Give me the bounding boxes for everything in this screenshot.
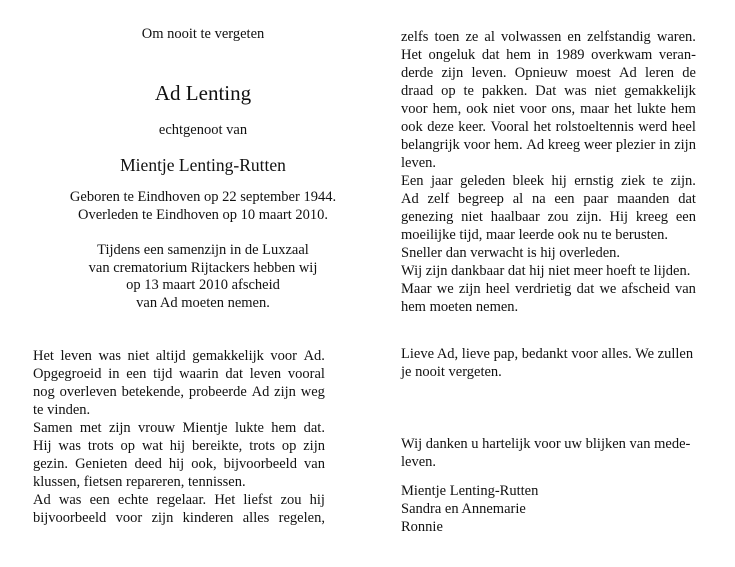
birth-line: Geboren te Eindhoven op 22 september 1944. (69, 189, 337, 205)
spouse-name (40, 154, 366, 176)
word: Ad (619, 65, 637, 81)
death-line: Overleden te Eindhoven op 10 maart 2010. (77, 206, 329, 223)
life-dates (40, 189, 366, 224)
word: ook, (191, 456, 217, 472)
word: zijn (303, 438, 325, 454)
intro-heading (40, 25, 366, 43)
word: al (484, 29, 495, 45)
deceased-name (40, 80, 366, 106)
word: kinderen (182, 510, 234, 526)
text-line (401, 64, 696, 82)
word: voor (115, 510, 143, 526)
word: op (120, 438, 136, 454)
word: te (652, 173, 664, 189)
word: Ad (401, 191, 419, 207)
text-line (33, 491, 325, 509)
word: zijn (441, 65, 464, 81)
word: hij (169, 438, 186, 454)
word: genezing (401, 209, 454, 225)
spouse-label-text: echtgenoot van (158, 122, 248, 138)
word: van (675, 281, 696, 297)
word: jaar (430, 173, 453, 189)
signer-name: Ronnie (401, 519, 443, 535)
word: kreeg (635, 209, 669, 225)
text-line (401, 208, 696, 226)
ceremony-line: Tijdens een samenzijn in de Luxzaal (97, 242, 309, 258)
word: voor (401, 101, 428, 117)
word: zijn (108, 420, 131, 436)
word: Hij (33, 438, 52, 454)
word: Opnieuw (514, 65, 568, 81)
word: was (98, 348, 121, 364)
word: Dat (535, 83, 557, 99)
word: was (58, 438, 81, 454)
word: heel (671, 119, 696, 135)
word: hem (271, 420, 297, 436)
word: probeerde (188, 384, 247, 400)
word: de (682, 65, 696, 81)
word: regelen, (278, 510, 325, 526)
word: deze (427, 119, 454, 135)
text-line (33, 455, 325, 473)
word: paar (583, 191, 609, 207)
text-line: te vinden. (33, 402, 91, 418)
word: zelf (427, 191, 450, 207)
word: bijvoorbeeld (33, 510, 107, 526)
word: niet (461, 209, 483, 225)
word: overkwam (591, 47, 653, 63)
word: maanden (617, 191, 670, 207)
word: een (126, 366, 147, 382)
biography-right (401, 28, 696, 316)
word: tijd (153, 366, 173, 382)
word: hem (670, 101, 696, 117)
word: het (533, 119, 552, 135)
word: ze (465, 29, 479, 45)
word: dat (481, 47, 500, 63)
word: zijn (674, 137, 696, 153)
word: volwassen (500, 29, 562, 45)
word: in (537, 47, 549, 63)
word: vrouw (138, 420, 176, 436)
word: voor (519, 101, 547, 117)
text-line: leven. (401, 454, 437, 470)
ceremony-line: van crematorium Rijtackers hebben wij (88, 259, 318, 276)
word: zijn. (670, 173, 696, 189)
word: Ad. (303, 348, 325, 364)
word: ongeluk (428, 47, 476, 63)
word: dat (678, 191, 696, 207)
spouse-label (40, 121, 366, 139)
word: hem (506, 47, 532, 63)
text-line: klussen, fietsen repareren, tennissen. (33, 474, 246, 490)
word: op (441, 83, 456, 99)
word: keer. (458, 119, 487, 135)
word: hem, (432, 101, 462, 117)
biography-left (33, 347, 325, 527)
text-line (33, 365, 325, 383)
word: Opgegroeid (33, 366, 102, 382)
word: lukte (234, 420, 264, 436)
word: belangrijk (401, 137, 460, 153)
word: ook (466, 101, 488, 117)
word: ook (401, 119, 423, 135)
word: het (614, 101, 632, 117)
word: ons, (551, 101, 576, 117)
word: deed (134, 456, 162, 472)
word: Ad (33, 492, 51, 508)
word: 1989 (555, 47, 585, 63)
word: in (659, 137, 671, 153)
word: van (304, 456, 325, 472)
text-line (401, 118, 696, 136)
word: lukte (636, 101, 666, 117)
word: bijvoorbeeld (223, 456, 297, 472)
text-line (33, 347, 325, 365)
text-line (401, 28, 696, 46)
word: zelfstandig (587, 29, 651, 45)
ceremony-notice (40, 242, 366, 312)
text-line (401, 82, 696, 100)
word: en (567, 29, 582, 45)
word: nog (33, 384, 55, 400)
word: maar (580, 101, 610, 117)
ceremony-line: op 13 maart 2010 afscheid (126, 277, 280, 293)
word: heel (485, 281, 510, 297)
word: plezier (615, 137, 656, 153)
word: na (531, 191, 546, 207)
word: al (512, 191, 524, 207)
text-line: leven. (401, 155, 437, 171)
word: draad (401, 83, 434, 99)
text-line: Wij danken u hartelijk voor uw blijken van mede- (401, 436, 691, 452)
word: hij (168, 456, 185, 472)
word: Het (401, 47, 422, 63)
word: vooral (287, 366, 325, 382)
word: met (79, 420, 102, 436)
word: Mientje (182, 420, 228, 436)
word: moest (576, 65, 611, 81)
word: dat (576, 281, 595, 297)
word: altijd (155, 348, 186, 364)
word: veran- (658, 47, 696, 63)
word: geleden (460, 173, 506, 189)
word: hij (309, 492, 325, 508)
word: gemakkelijk (192, 348, 264, 364)
word: trots (87, 438, 114, 454)
word: Genieten (75, 456, 128, 472)
word: ernstig (574, 173, 614, 189)
word: niet (594, 83, 617, 99)
word: Vooral (490, 119, 529, 135)
word: rolstoeltennis (555, 119, 634, 135)
word: dat. (303, 420, 325, 436)
word: leren (645, 65, 675, 81)
word: wat (141, 438, 163, 454)
word: waren. (656, 29, 696, 45)
word: zijn (274, 384, 296, 400)
word: betekende, (121, 384, 184, 400)
word: niet (492, 101, 515, 117)
word: zijn (151, 510, 174, 526)
text-line (33, 437, 325, 455)
word: pakken. (481, 83, 528, 99)
text-line (401, 190, 696, 208)
word: derde (401, 65, 434, 81)
word: echte (117, 492, 149, 508)
signers (401, 482, 696, 536)
intro-text: Om nooit te vergeten (141, 26, 265, 42)
word: Het (214, 492, 236, 508)
word: haalbaar (490, 209, 540, 225)
text-line (401, 100, 696, 118)
word: dat (225, 366, 244, 382)
text-line (33, 383, 325, 401)
word: werd (638, 119, 668, 135)
word: niet (127, 348, 150, 364)
word: een (675, 209, 696, 225)
word: hem. (493, 137, 523, 153)
word: regelaar. (156, 492, 207, 508)
word: kreeg (547, 137, 581, 153)
text-line (401, 280, 696, 298)
word: voor (463, 137, 491, 153)
text-line (401, 172, 696, 190)
word: een (89, 492, 110, 508)
word: Ad (526, 137, 545, 153)
word: zelfs (401, 29, 429, 45)
word: leven (60, 348, 92, 364)
word: weg (300, 384, 325, 400)
word: Een (401, 173, 424, 189)
text-line: moeilijke tijd, maar leerde ook nu te berusten. (401, 227, 668, 243)
word: een (554, 191, 575, 207)
word: te (463, 83, 474, 99)
word: gezin. (33, 456, 69, 472)
word: Samen (33, 420, 73, 436)
word: begreep (458, 191, 504, 207)
word: we (599, 281, 617, 297)
signer-name: Sandra en Annemarie (401, 501, 526, 517)
word: liefst (243, 492, 273, 508)
word: trots (249, 438, 275, 454)
text-line: je nooit vergeten. (401, 364, 502, 380)
deceased-name-text: Ad Lenting (154, 81, 252, 105)
word: zijn. (576, 209, 602, 225)
word: zijn (458, 281, 481, 297)
word: bereikte, (191, 438, 243, 454)
ceremony-line: van Ad moeten nemen. (136, 294, 270, 311)
word: toen (434, 29, 460, 45)
word: Hij (609, 209, 629, 225)
text-line: Lieve Ad, lieve pap, bedankt voor alles. We zullen (401, 346, 694, 362)
word: verdrietig (515, 281, 572, 297)
word: alles (242, 510, 270, 526)
text-line: Sneller dan verwacht is hij overleden. (401, 245, 621, 261)
word: Ad (251, 384, 270, 400)
word: bleek (512, 173, 545, 189)
word: op (281, 438, 297, 454)
word: in (108, 366, 120, 382)
word: waarin (179, 366, 219, 382)
text-line (33, 509, 325, 527)
text-line (401, 46, 696, 64)
word: voor (270, 348, 298, 364)
word: Het (33, 348, 54, 364)
word: ziek (621, 173, 646, 189)
word: gemakkelijk (624, 83, 696, 99)
word: leven (249, 366, 282, 382)
word: Maar (401, 281, 432, 297)
word: overleven (59, 384, 117, 400)
text-line: hem moeten nemen. (401, 299, 519, 315)
text-line: Wij zijn dankbaar dat hij niet meer hoeft te lijden. (401, 263, 691, 279)
signer-name: Mientje Lenting-Rutten (401, 483, 539, 499)
spouse-name-text: Mientje Lenting-Rutten (120, 155, 286, 175)
word: afscheid (621, 281, 670, 297)
word: was (58, 492, 82, 508)
word: we (436, 281, 454, 297)
word: was (564, 83, 587, 99)
farewell-message (401, 345, 696, 381)
thanks-message (401, 435, 696, 471)
text-line (401, 136, 696, 154)
word: zou (547, 209, 569, 225)
word: zou (280, 492, 302, 508)
text-line (33, 419, 325, 437)
word: hij (551, 173, 567, 189)
word: weer (583, 137, 613, 153)
word: leven. (471, 65, 507, 81)
